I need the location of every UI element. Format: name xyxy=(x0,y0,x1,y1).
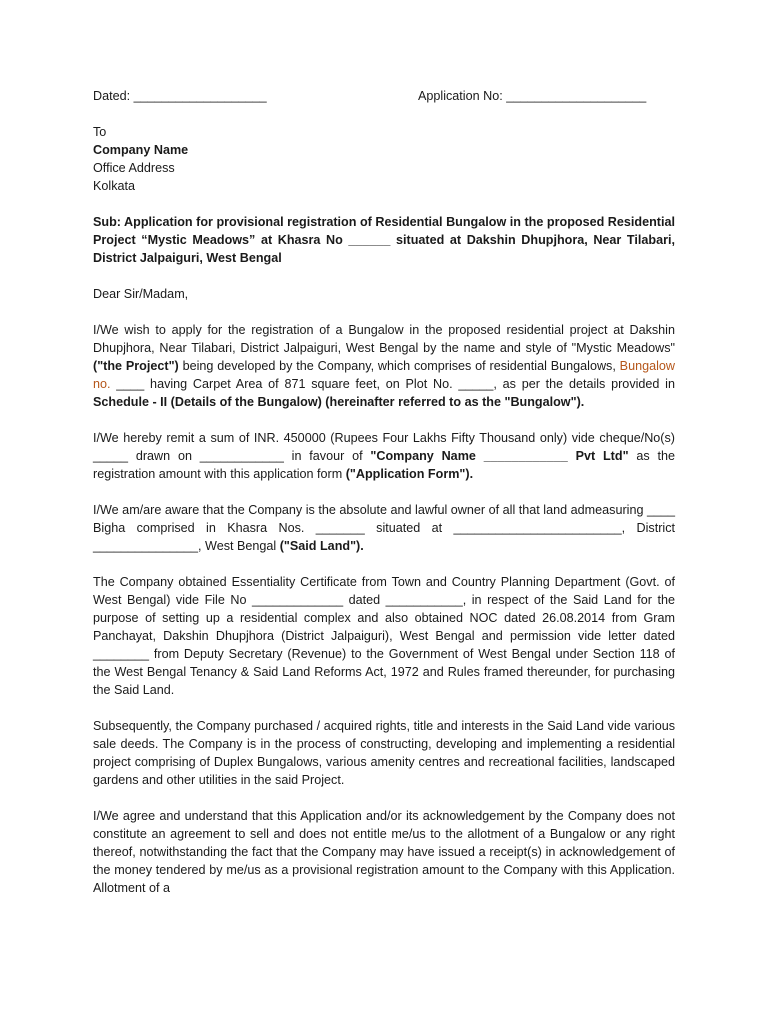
paragraph-remittance xyxy=(93,429,675,483)
p2-bold-2: ("Application Form"). xyxy=(345,467,474,481)
subject-line: Sub: Application for provisional registration of Residential Bungalow in the proposed Residential Project “Mystic Meadows” at Khasra No ______ situated at Dakshin Dhupjhora, Near Tilabari, District Jalpaiguri, West Bengal xyxy=(93,215,675,265)
paragraph-certificate: The Company obtained Essentiality Certificate from Town and Country Planning Department (Govt. of West Bengal) vide File No _____________ dated ___________, in respect of the Said Land for the purpose of setting up a residential complex and also obtained NOC dated 26.08.2014 from Gram Panchayat, Dakshin Dhupjhora (District Jalpaiguri), West Bengal and permission vide letter dated ________ from Deputy Secretary (Revenue) to the Government of West Bengal under Section 118 of the West Bengal Tenancy & Said Land Reforms Act, 1972 and Rules framed thereunder, for purchasing the Said Land. xyxy=(93,575,675,697)
p2-text-1: I/We hereby remit a sum of INR. 450000 (Rupees Four Lakhs Fifty Thousand only) vide cheque/No(s) _____ drawn on ____________ in favour of xyxy=(93,431,675,463)
p1-bold-2: Schedule - II (Details of the Bungalow) (hereinafter referred to as the "Bungalow"). xyxy=(93,395,585,409)
address-office: Office Address xyxy=(93,161,175,175)
p3-text-1: I/We am/are aware that the Company is the absolute and lawful owner of all that land admeasuring ____ Bigha comprised in Khasra Nos. _______ situated at ________________________, District _______________, West Bengal xyxy=(93,503,675,553)
p1-highlight: Bungalow no. xyxy=(93,359,675,391)
p1-bold-1: ("the Project") xyxy=(93,359,179,373)
p2-text-2: as the registration amount with this application form xyxy=(93,449,675,481)
p3-bold-1: ("Said Land"). xyxy=(279,539,364,553)
address-company: Company Name xyxy=(93,143,189,157)
p1-text-2: being developed by the Company, which comprises of residential Bungalows, xyxy=(178,359,620,373)
salutation: Dear Sir/Madam, xyxy=(93,287,189,301)
paragraph-project xyxy=(93,321,675,411)
recipient-address xyxy=(93,123,675,195)
p1-text-3: ____ having Carpet Area of 871 square feet, on Plot No. _____, as per the details provided in xyxy=(110,377,675,391)
header-row xyxy=(93,87,675,105)
p1-text-1: I/We wish to apply for the registration of a Bungalow in the proposed residential project at Dakshin Dhupjhora, Near Tilabari, District Jalpaiguri, West Bengal by the name and style of "Mystic Meadows" xyxy=(93,323,675,355)
application-no-field: Application No: ____________________ xyxy=(418,89,647,103)
paragraph-agreement: I/We agree and understand that this Application and/or its acknowledgement by the Company does not constitute an agreement to sell and does not entitle me/us to the allotment of a Bungalow or any right thereof, notwithstanding the fact that the Company may have issued a receipt(s) in acknowledgement of the money tendered by me/us as a provisional registration amount to the Company with this Application. Allotment of a xyxy=(93,809,675,895)
p2-bold-1: "Company Name ____________ Pvt Ltd" xyxy=(370,449,629,463)
address-to: To xyxy=(93,125,107,139)
paragraph-acquisition: Subsequently, the Company purchased / acquired rights, title and interests in the Said Land vide various sale deeds. The Company is in the process of constructing, developing and implementing a residential project comprising of Duplex Bungalows, various amenity centres and recreational facilities, landscaped gardens and other utilities in the said Project. xyxy=(93,719,675,787)
address-city: Kolkata xyxy=(93,179,136,193)
dated-field: Dated: ___________________ xyxy=(93,89,267,103)
paragraph-land xyxy=(93,501,675,555)
